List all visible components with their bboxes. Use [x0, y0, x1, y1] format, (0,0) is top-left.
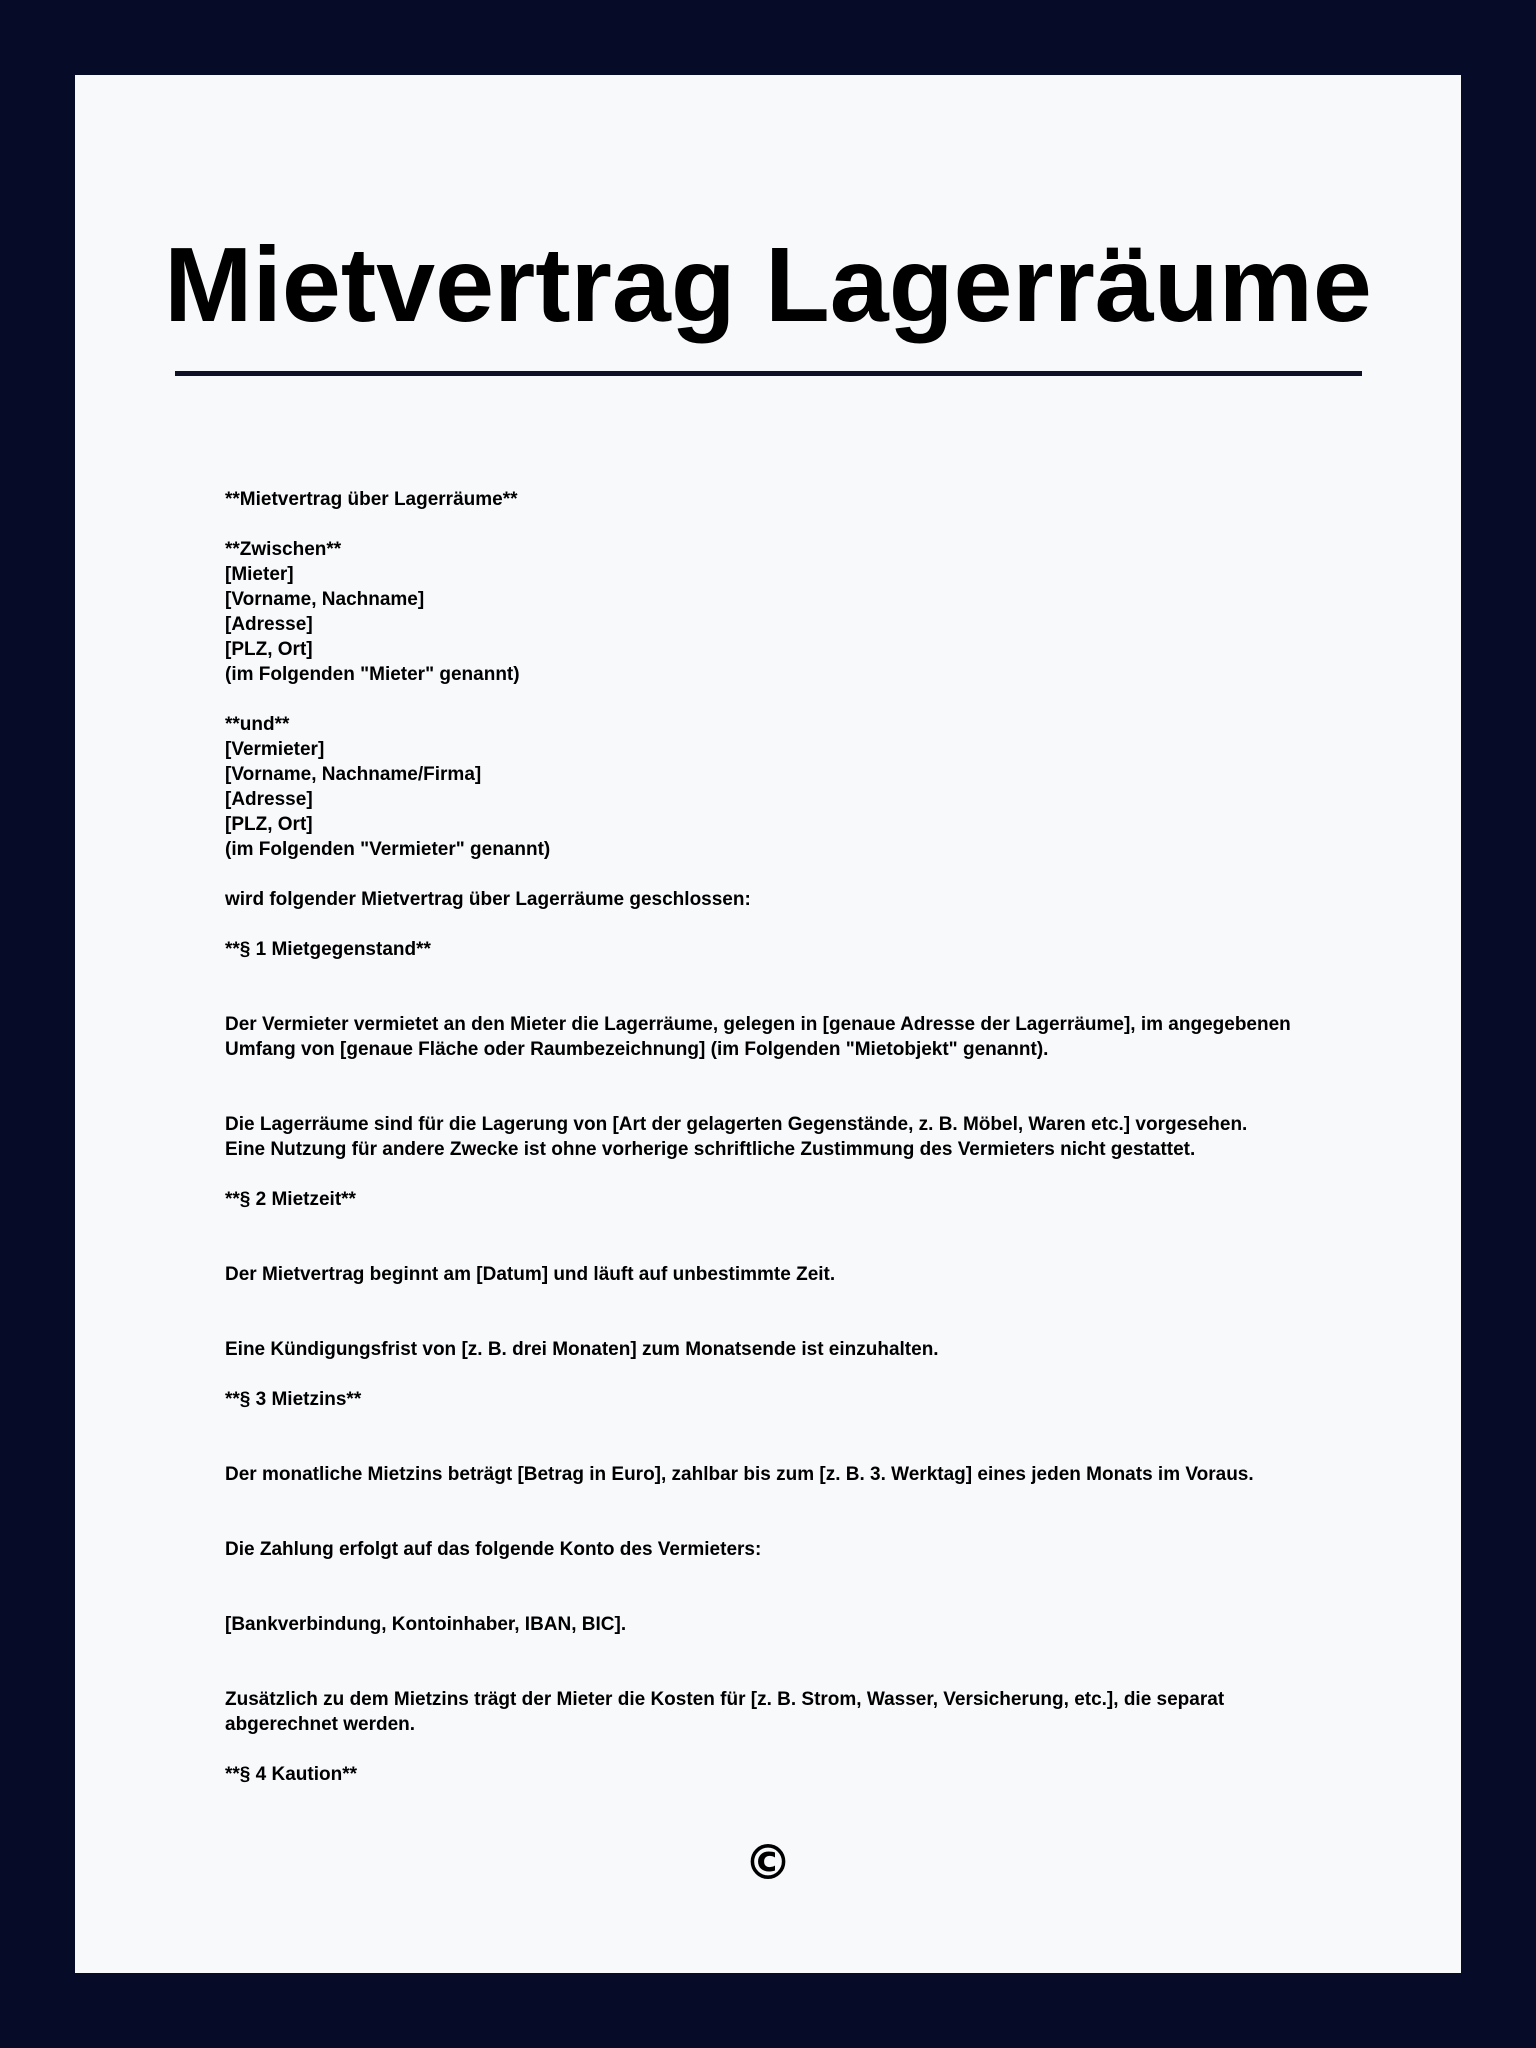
document-body [225, 487, 1375, 1787]
section-3-bank-details: [Bankverbindung, Kontoinhaber, IBAN, BIC]. [225, 1614, 627, 1635]
section-2-heading: **§ 2 Mietzeit** [225, 1189, 356, 1210]
section-1-paragraph-2-line-2: Eine Nutzung für andere Zwecke ist ohne vorherige schriftliche Zustimmung des Vermieters nicht gestattet. [225, 1139, 1196, 1160]
landlord-label: [Vermieter] [225, 739, 325, 760]
section-1-paragraph-2-line-1: Die Lagerräume sind für die Lagerung von [Art der gelagerten Gegenstände, z. B. Möbel, Waren etc.] vorgesehen. [225, 1114, 1248, 1135]
section-3-heading: **§ 3 Mietzins** [225, 1389, 362, 1410]
and-heading: **und** [225, 714, 290, 735]
tenant-definition: (im Folgenden "Mieter" genannt) [225, 664, 520, 685]
tenant-city-placeholder: [PLZ, Ort] [225, 639, 313, 660]
document-title: Mietvertrag Lagerräume [164, 226, 1372, 344]
tenant-label: [Mieter] [225, 564, 294, 585]
section-3-paragraph-4-line-1: Zusätzlich zu dem Mietzins trägt der Mieter die Kosten für [z. B. Strom, Wasser, Versicherung, etc.], die separat [225, 1689, 1225, 1710]
section-3-paragraph-1: Der monatliche Mietzins beträgt [Betrag in Euro], zahlbar bis zum [z. B. 3. Werktag] eines jeden Monats im Voraus. [225, 1464, 1254, 1485]
section-2-paragraph-2: Eine Kündigungsfrist von [z. B. drei Monaten] zum Monatsende ist einzuhalten. [225, 1339, 939, 1360]
section-1-heading: **§ 1 Mietgegenstand** [225, 939, 431, 960]
copyright-icon: © [744, 1835, 792, 1891]
section-1-paragraph-1-line-1: Der Vermieter vermietet an den Mieter die Lagerräume, gelegen in [genaue Adresse der Lagerräume], im angegebenen [225, 1014, 1291, 1035]
between-heading: **Zwischen** [225, 539, 342, 560]
contract-intro: wird folgender Mietvertrag über Lagerräume geschlossen: [225, 889, 751, 910]
landlord-definition: (im Folgenden "Vermieter" genannt) [225, 839, 551, 860]
section-3-paragraph-2: Die Zahlung erfolgt auf das folgende Konto des Vermieters: [225, 1539, 762, 1560]
title-divider [175, 371, 1362, 376]
landlord-address-placeholder: [Adresse] [225, 789, 313, 810]
section-4-heading: **§ 4 Kaution** [225, 1764, 357, 1785]
document-page [75, 75, 1461, 1973]
section-2-paragraph-1: Der Mietvertrag beginnt am [Datum] und läuft auf unbestimmte Zeit. [225, 1264, 836, 1285]
section-1-paragraph-1-line-2: Umfang von [genaue Fläche oder Raumbezeichnung] (im Folgenden "Mietobjekt" genannt). [225, 1039, 1049, 1060]
tenant-address-placeholder: [Adresse] [225, 614, 313, 635]
contract-heading: **Mietvertrag über Lagerräume** [225, 489, 518, 510]
landlord-city-placeholder: [PLZ, Ort] [225, 814, 313, 835]
landlord-name-placeholder: [Vorname, Nachname/Firma] [225, 764, 482, 785]
section-3-paragraph-4-line-2: abgerechnet werden. [225, 1714, 416, 1735]
tenant-name-placeholder: [Vorname, Nachname] [225, 589, 425, 610]
